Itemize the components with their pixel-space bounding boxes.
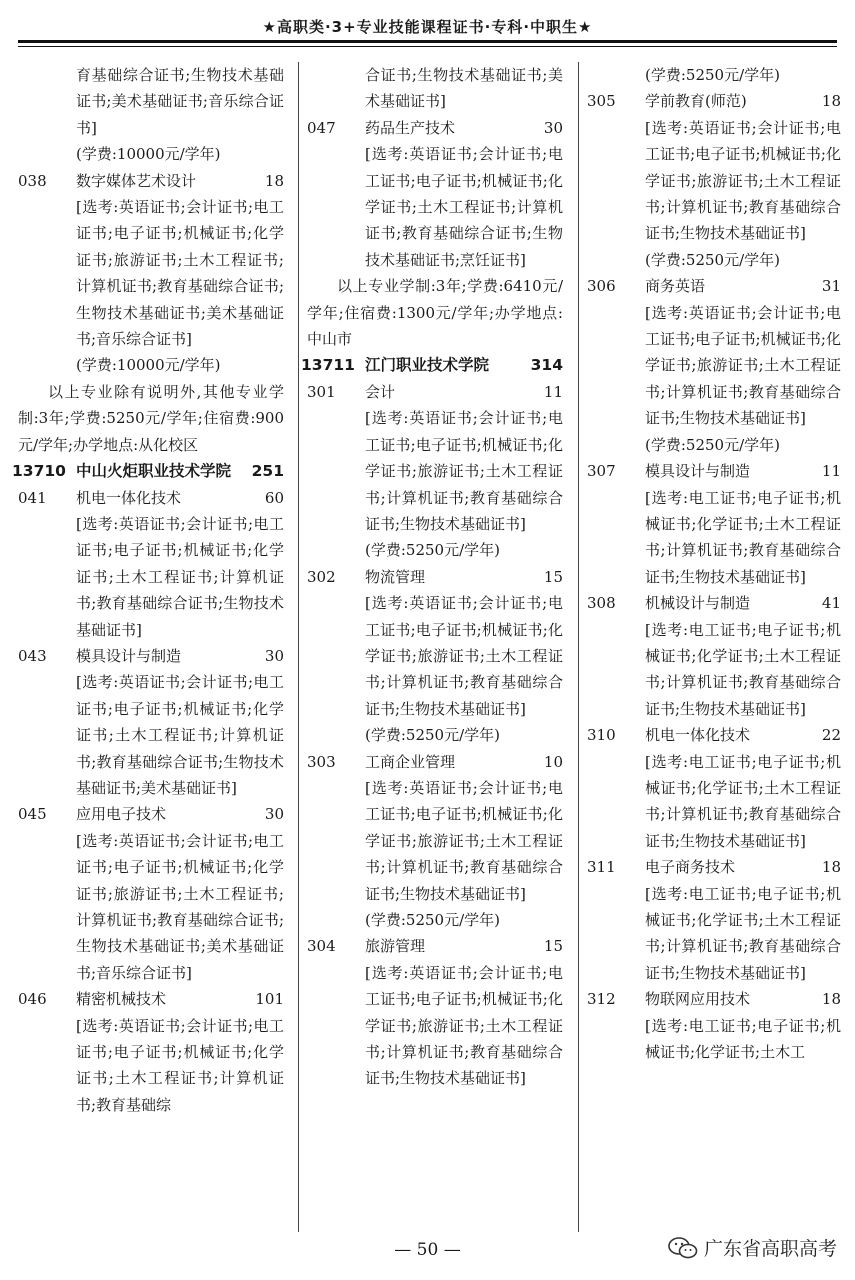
major-header (18, 643, 284, 669)
major-name: 商务英语 (645, 277, 706, 296)
school-quota: 314 (530, 356, 563, 375)
major-code: 303 (307, 752, 336, 771)
page-header: ★高职类·3+专业技能课程证书·专科·中职生★ (262, 18, 593, 36)
note-paragraph: 以上专业除有说明外,其他专业学制:3年;学费:5250元/学年;住宿费:900元/学年;办学地点:从化校区 (18, 382, 284, 454)
major-entry (18, 168, 284, 353)
major-name: 学前教育(师范) (645, 92, 747, 111)
major-name: 物流管理 (365, 567, 426, 586)
major-name: 模具设计与制造 (645, 462, 751, 481)
major-code: 312 (587, 990, 616, 1009)
major-requirements: [选考:英语证书;会计证书;电工证书;电子证书;机械证书;化学证书;土木工程证书;计算机证书;教育基础综合证书;生物技术基础证书;烹饪证书] (365, 145, 563, 269)
major-requirements: [选考:电工证书;电子证书;机械证书;化学证书;土木工程证书;计算机证书;教育基础综合证书;生物技术基础证书] (645, 620, 841, 718)
school-header (301, 352, 563, 378)
body-text: 育基础综合证书;生物技术基础证书;美术基础证书;音乐综合证书] (76, 66, 284, 137)
major-name: 工商企业管理 (365, 752, 456, 771)
major-entry (587, 722, 841, 854)
major-quota: 101 (255, 990, 284, 1009)
major-quota: 31 (821, 277, 841, 296)
major-entry (587, 273, 841, 431)
major-entry (587, 854, 841, 986)
major-header (587, 986, 841, 1012)
major-quota: 11 (821, 462, 841, 481)
school-quota: 251 (251, 462, 284, 481)
major-header (18, 168, 284, 194)
major-name: 机电一体化技术 (76, 488, 182, 507)
major-code: 043 (18, 646, 47, 665)
page-number: — 50 — (394, 1240, 461, 1260)
major-requirements: [选考:英语证书;会计证书;电工证书;电子证书;机械证书;化学证书;土木工程证书;计算机证书;教育基础综合证书;生物技术基础证书] (76, 514, 284, 639)
major-header (18, 801, 284, 827)
body-text: (学费:5250元/学年) (645, 66, 780, 84)
major-requirements: [选考:电工证书;电子证书;机械证书;化学证书;土木工 (645, 1016, 841, 1062)
major-requirements: [选考:英语证书;会计证书;电工证书;电子证书;机械证书;化学证书;土木工程证书;计算机证书;教育基础综 (76, 1016, 284, 1114)
major-requirements: [选考:英语证书;会计证书;电工证书;电子证书;机械证书;化学证书;旅游证书;土木工程证书;计算机证书;教育基础综合证书;生物技术基础证书] (365, 963, 563, 1088)
major-entry (587, 88, 841, 246)
column-2 (298, 62, 563, 1232)
major-name: 药品生产技术 (365, 118, 456, 137)
major-requirements: [选考:英语证书;会计证书;电工证书;电子证书;机械证书;化学证书;旅游证书;土木工程证书;计算机证书;教育基础综合证书;生物技术基础证书;美术基础证书;音乐综合证书] (76, 198, 284, 349)
major-name: 机电一体化技术 (645, 726, 751, 745)
major-quota: 10 (543, 752, 563, 771)
major-code: 306 (587, 277, 616, 296)
major-entry (18, 643, 284, 801)
major-code: 041 (18, 488, 47, 507)
major-name: 电子商务技术 (645, 858, 736, 877)
major-entry (587, 458, 841, 590)
major-quota: 15 (543, 567, 563, 586)
note-paragraph: 以上专业学制:3年;学费:6410元/学年;住宿费:1300元/学年;办学地点:中山市 (307, 277, 563, 349)
major-quota: 15 (543, 937, 563, 956)
major-quota: 30 (264, 646, 284, 665)
school-code: 13711 (301, 356, 355, 375)
major-entry (18, 986, 284, 1118)
header-rule-thin (18, 46, 837, 47)
major-code: 046 (18, 990, 47, 1009)
major-header (587, 273, 841, 299)
school-name: 中山火炬职业技术学院 (76, 462, 232, 481)
major-code: 304 (307, 937, 336, 956)
body-text: (学费:10000元/学年) (76, 145, 221, 164)
major-name: 旅游管理 (365, 937, 426, 956)
major-quota: 22 (821, 726, 841, 745)
major-name: 模具设计与制造 (76, 646, 182, 665)
major-header (587, 590, 841, 616)
body-text: (学费:10000元/学年) (76, 356, 221, 375)
major-entry (587, 590, 841, 722)
major-code: 047 (307, 118, 336, 137)
major-name: 数字媒体艺术设计 (76, 171, 197, 190)
major-header (307, 115, 563, 141)
major-quota: 30 (543, 118, 563, 137)
major-requirements: [选考:英语证书;会计证书;电工证书;电子证书;机械证书;化学证书;旅游证书;土木工程证书;计算机证书;教育基础综合证书;生物技术基础证书] (365, 778, 563, 903)
major-quota: 18 (264, 171, 284, 190)
major-quota: 41 (821, 594, 841, 613)
major-entry (18, 485, 284, 643)
major-quota: 18 (821, 858, 841, 877)
body-text: 合证书;生物技术基础证书;美术基础证书] (365, 66, 563, 111)
body-text: (学费:5250元/学年) (365, 726, 500, 745)
major-header (18, 485, 284, 511)
major-header (307, 564, 563, 590)
major-header (307, 379, 563, 405)
major-code: 311 (587, 858, 616, 877)
body-text: (学费:5250元/学年) (645, 435, 780, 454)
major-requirements: [选考:电工证书;电子证书;机械证书;化学证书;土木工程证书;计算机证书;教育基础综合证书;生物技术基础证书] (645, 488, 841, 586)
major-requirements: [选考:英语证书;会计证书;电工证书;电子证书;机械证书;化学证书;旅游证书;土木工程证书;计算机证书;教育基础综合证书;生物技术基础证书] (645, 303, 841, 428)
major-code: 038 (18, 171, 47, 190)
major-requirements: [选考:英语证书;会计证书;电工证书;电子证书;机械证书;化学证书;旅游证书;土木工程证书;计算机证书;教育基础综合证书;生物技术基础证书] (365, 594, 563, 718)
major-name: 机械设计与制造 (645, 594, 751, 613)
major-quota: 18 (821, 990, 841, 1009)
body-text: (学费:5250元/学年) (365, 541, 500, 560)
major-requirements: [选考:英语证书;会计证书;电工证书;电子证书;机械证书;化学证书;土木工程证书;计算机证书;教育基础综合证书;生物技术基础证书;美术基础证书] (76, 673, 284, 797)
major-code: 308 (587, 594, 616, 613)
body-text: (学费:5250元/学年) (365, 911, 500, 929)
column-3 (578, 62, 841, 1232)
major-requirements: [选考:英语证书;会计证书;电工证书;电子证书;机械证书;化学证书;旅游证书;土木工程证书;计算机证书;教育基础综合证书;生物技术基础证书;美术基础证书;音乐综合证书] (76, 831, 284, 982)
wechat-icon (668, 1237, 698, 1259)
major-code: 045 (18, 805, 47, 824)
major-header (587, 458, 841, 484)
major-header (587, 854, 841, 880)
watermark-text: 广东省高职高考 (703, 1238, 837, 1260)
major-name: 会计 (365, 382, 396, 401)
major-name: 精密机械技术 (76, 990, 167, 1009)
major-header (18, 986, 284, 1012)
major-quota: 60 (264, 488, 284, 507)
major-entry (307, 933, 563, 1091)
major-entry (587, 986, 841, 1065)
major-quota: 11 (543, 382, 563, 401)
major-entry (307, 115, 563, 273)
major-entry (18, 801, 284, 986)
major-code: 310 (587, 726, 616, 745)
major-name: 应用电子技术 (76, 805, 167, 824)
major-requirements: [选考:英语证书;会计证书;电工证书;电子证书;机械证书;化学证书;旅游证书;土木工程证书;计算机证书;教育基础综合证书;生物技术基础证书] (365, 409, 563, 533)
major-requirements: [选考:英语证书;会计证书;电工证书;电子证书;机械证书;化学证书;旅游证书;土木工程证书;计算机证书;教育基础综合证书;生物技术基础证书] (645, 118, 841, 243)
header-rule-thick (18, 40, 837, 43)
major-quota: 18 (821, 92, 841, 111)
major-code: 305 (587, 92, 616, 111)
school-code: 13710 (12, 462, 66, 481)
major-entry (307, 379, 563, 537)
school-header (12, 458, 284, 484)
major-code: 307 (587, 462, 616, 481)
major-code: 302 (307, 567, 336, 586)
major-code: 301 (307, 382, 336, 401)
watermark (668, 1234, 837, 1261)
major-requirements: [选考:电工证书;电子证书;机械证书;化学证书;土木工程证书;计算机证书;教育基础综合证书;生物技术基础证书] (645, 884, 841, 982)
major-entry (307, 564, 563, 722)
major-header (587, 88, 841, 114)
major-header (307, 749, 563, 775)
major-name: 物联网应用技术 (645, 990, 751, 1009)
body-text: (学费:5250元/学年) (645, 250, 780, 269)
major-entry (307, 749, 563, 907)
column-1 (12, 62, 284, 1118)
major-header (587, 722, 841, 748)
school-name: 江门职业技术学院 (365, 356, 490, 375)
major-header (307, 933, 563, 959)
major-requirements: [选考:电工证书;电子证书;机械证书;化学证书;土木工程证书;计算机证书;教育基础综合证书;生物技术基础证书] (645, 752, 841, 850)
major-quota: 30 (264, 805, 284, 824)
